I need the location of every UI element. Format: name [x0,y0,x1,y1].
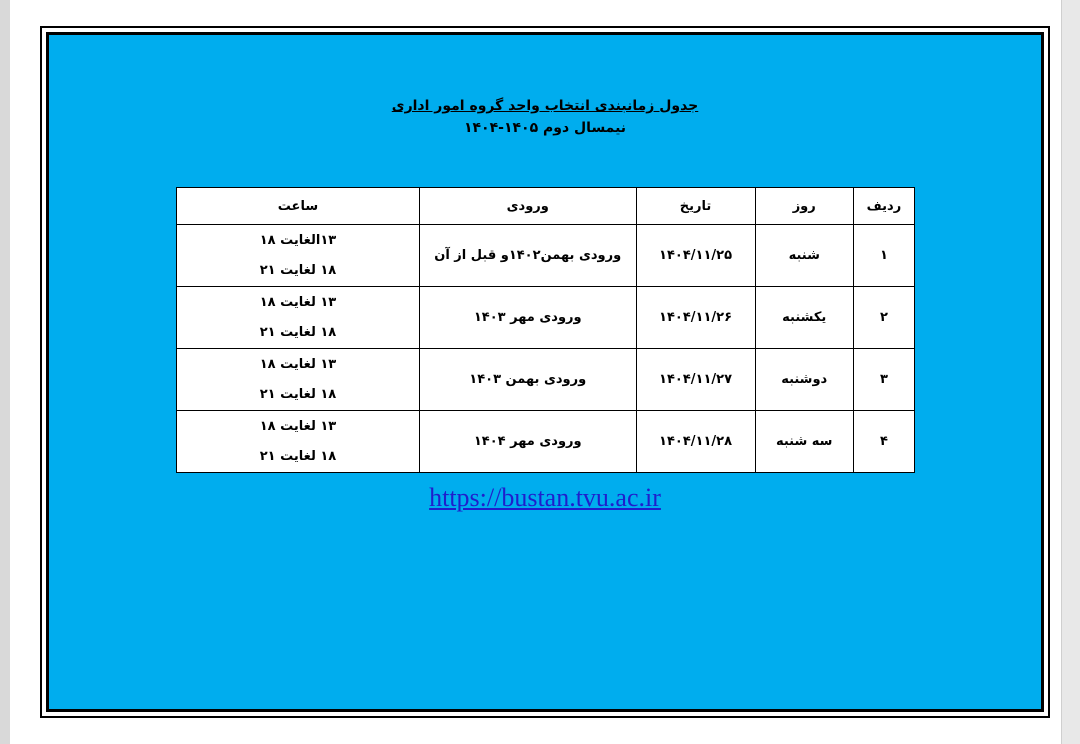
cell-date: ۱۴۰۴/۱۱/۲۷ [636,349,755,411]
cell-entry: ورودی مهر ۱۴۰۳ [419,287,636,349]
time-range-2: ۱۸ لغایت ۲۱ [259,324,337,340]
time-range-1: ۱۳ لغایت ۱۸ [259,294,337,310]
document-title: جدول زمانبندی انتخاب واحد گروه امور اداری [391,98,699,114]
cell-day: شنبه [755,225,853,287]
table-row [177,287,915,349]
time-range-2: ۱۸ لغایت ۲۱ [259,448,337,464]
cell-row-number: ۳ [853,349,914,411]
table-row [177,349,915,411]
time-range-2: ۱۸ لغایت ۲۱ [259,386,337,402]
cell-row-number: ۴ [853,411,914,473]
document-subtitle: نیمسال دوم ۱۴۰۵-۱۴۰۴ [463,120,627,136]
title-block [49,95,1041,139]
time-range-2: ۱۸ لغایت ۲۱ [259,262,337,278]
table-row [177,411,915,473]
cell-row-number: ۲ [853,287,914,349]
cell-time [177,349,420,411]
page-border-outer [40,26,1050,718]
cell-entry: ورودی مهر ۱۴۰۴ [419,411,636,473]
header-time: ساعت [177,188,420,225]
cell-time [177,411,420,473]
time-range-1: ۱۳ لغایت ۱۸ [259,356,337,372]
time-range-1: ۱۳ لغایت ۱۸ [259,418,337,434]
table-header-row [177,188,915,225]
document-page [10,0,1062,744]
header-row-number: ردیف [853,188,914,225]
schedule-table [176,187,915,473]
cell-time [177,225,420,287]
cell-day: یکشنبه [755,287,853,349]
page-content-area [46,32,1044,712]
header-entry: ورودی [419,188,636,225]
cell-row-number: ۱ [853,225,914,287]
cell-time [177,287,420,349]
cell-day: دوشنبه [755,349,853,411]
cell-entry: ورودی بهمن۱۴۰۲و قبل از آن [419,225,636,287]
cell-day: سه شنبه [755,411,853,473]
registration-link[interactable]: https://bustan.tvu.ac.ir [429,483,661,512]
time-range-1: ۱۳الغایت ۱۸ [259,232,337,248]
cell-entry: ورودی بهمن ۱۴۰۳ [419,349,636,411]
scrollbar-track[interactable] [1061,0,1080,744]
table-row [177,225,915,287]
cell-date: ۱۴۰۴/۱۱/۲۵ [636,225,755,287]
header-day: روز [755,188,853,225]
header-date: تاریخ [636,188,755,225]
cell-date: ۱۴۰۴/۱۱/۲۸ [636,411,755,473]
cell-date: ۱۴۰۴/۱۱/۲۶ [636,287,755,349]
